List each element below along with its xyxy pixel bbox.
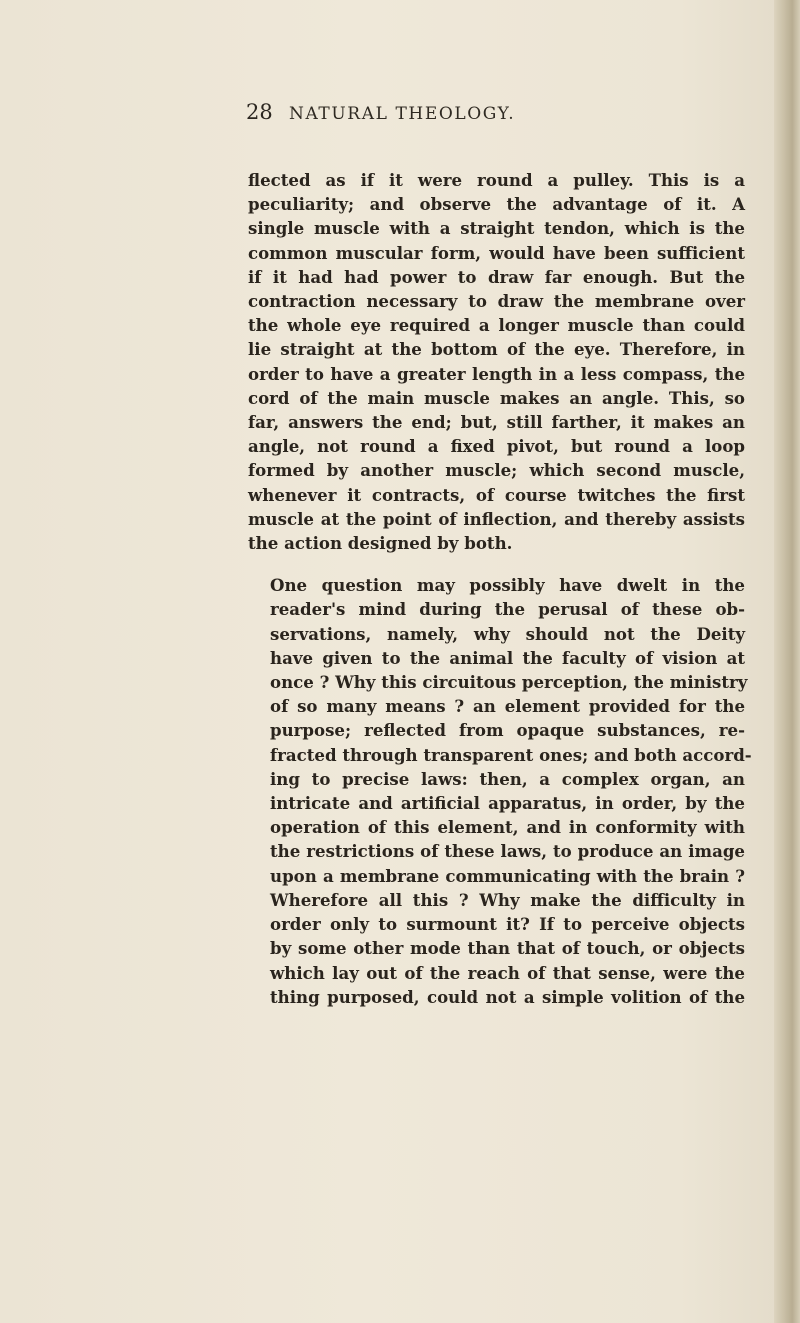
text-line: operation of this element, and in conformity with [270, 817, 745, 838]
text-line: angle, not round a fixed pivot, but round a loop [248, 436, 745, 457]
text-line: thing purposed, could not a simple volition of the [270, 986, 745, 1007]
text-line: reader's mind during the perusal of these ob- [270, 599, 745, 620]
text-line: lie straight at the bottom of the eye. Therefore, in [248, 339, 745, 360]
page-number: 28 [246, 100, 273, 124]
text-line: common muscular form, would have been sufficient [248, 242, 745, 263]
body-text [248, 168, 752, 1009]
page-edge-shadow [774, 0, 800, 1323]
text-line: upon a membrane communicating with the brain ? [270, 865, 745, 886]
text-line: the whole eye required a longer muscle than could [248, 315, 745, 336]
text-line: have given to the animal the faculty of vision at [270, 647, 745, 668]
text-line: ing to precise laws: then, a complex organ, an [270, 768, 745, 789]
text-line: the action designed by both. [248, 533, 513, 554]
running-title: NATURAL THEOLOGY. [289, 104, 516, 124]
text-line: One question may possibly have dwelt in the [270, 575, 745, 596]
text-line: cord of the main muscle makes an angle. This, so [248, 387, 745, 408]
paragraph-1 [248, 168, 745, 555]
text-line: formed by another muscle; which second muscle, [248, 460, 745, 481]
text-line: once ? Why this circuitous perception, the ministry [270, 672, 748, 693]
text-line: by some other mode than that of touch, or objects [270, 938, 745, 959]
text-line: flected as if it were round a pulley. This is a [248, 170, 745, 190]
text-line: peculiarity; and observe the advantage of it. A [248, 194, 745, 215]
text-line: whenever it contracts, of course twitches the first [248, 484, 745, 505]
text-line: of so many means ? an element provided for the [270, 696, 745, 717]
text-line: Wherefore all this ? Why make the difficulty in [270, 889, 745, 910]
text-line: order to have a greater length in a less compass, the [248, 363, 745, 384]
text-line: muscle at the point of inflection, and thereby assists [248, 508, 745, 529]
text-line: contraction necessary to draw the membrane over [248, 291, 745, 312]
text-line: purpose; reflected from opaque substances, re- [270, 720, 745, 741]
text-line: order only to surmount it? If to perceive objects [270, 914, 745, 935]
paragraph-2 [248, 573, 752, 1009]
text-line: the restrictions of these laws, to produce an image [270, 841, 745, 862]
text-line: fracted through transparent ones; and both accord- [270, 744, 752, 765]
text-line: intricate and artificial apparatus, in order, by the [270, 793, 745, 814]
page-header [0, 100, 800, 140]
text-line: far, answers the end; but, still farther, it makes an [248, 412, 745, 433]
text-line: servations, namely, why should not the Deity [270, 623, 745, 644]
text-line: which lay out of the reach of that sense, were the [270, 962, 745, 983]
text-line: if it had had power to draw far enough. But the [248, 266, 745, 287]
text-line: single muscle with a straight tendon, which is the [248, 218, 745, 239]
